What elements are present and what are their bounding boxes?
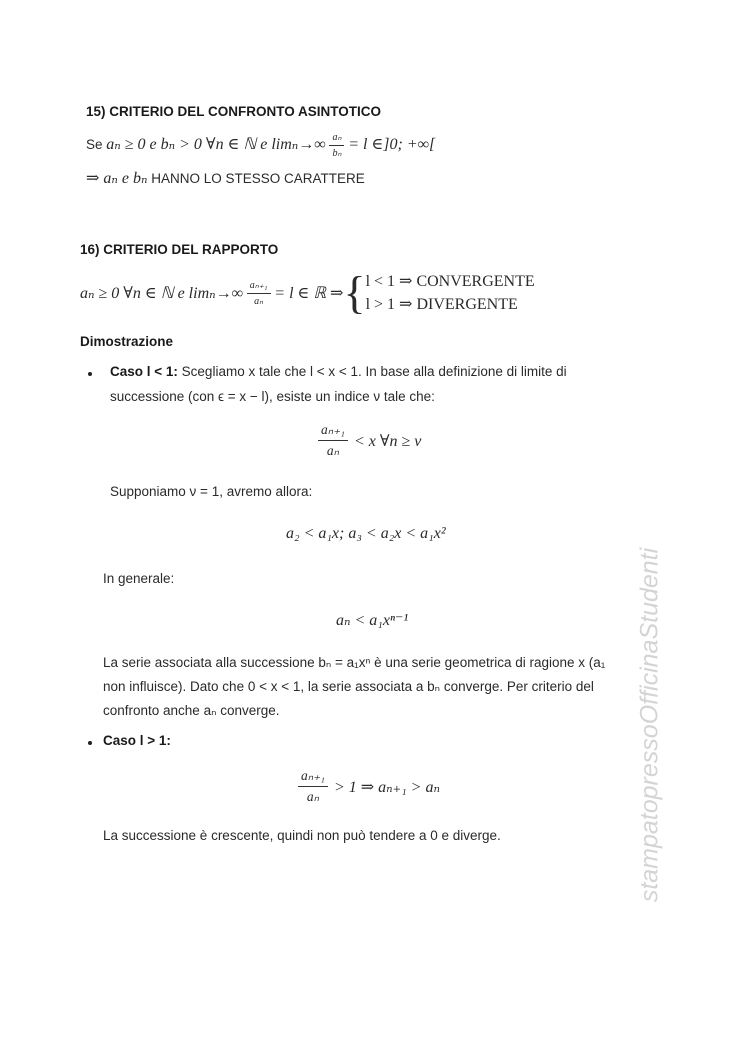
fraction-denominator: aₙ <box>254 295 264 307</box>
paragraph-line-3: confronto anche aₙ converge. <box>103 703 280 718</box>
equation-increasing <box>298 768 440 805</box>
proof-heading: Dimostrazione <box>80 334 174 349</box>
case-1-line-1 <box>110 364 567 379</box>
formula-lead: aₙ ≥ 0 ∀n ∈ ℕ e limₙ→∞ <box>80 285 244 302</box>
conclusion-text: La successione è crescente, quindi non può tendere a 0 e diverge. <box>103 828 501 843</box>
case-2-label-text: Caso l > 1: <box>103 733 171 748</box>
conclusion-text: HANNO LO STESSO CARATTERE <box>151 171 365 186</box>
condition-math: aₙ ≥ 0 e bₙ > 0 ∀n ∈ ℕ e limₙ→∞ <box>106 136 326 154</box>
section-15-condition <box>86 132 435 159</box>
bullet-icon <box>88 372 92 376</box>
equation-general: aₙ < a₁xⁿ⁻¹ <box>336 612 409 629</box>
cases <box>366 270 535 316</box>
ratio-fraction <box>298 768 328 805</box>
fraction-numerator: aₙ₊₁ <box>247 280 271 294</box>
paragraph-line-1: La serie associata alla successione bₙ = a₁xⁿ è una serie geometrica di ragione x (a₁ <box>103 655 606 670</box>
ratio-fraction <box>318 422 348 459</box>
condition-prefix: Se <box>86 137 103 153</box>
conclusion-math: ⇒ aₙ e bₙ <box>86 170 148 187</box>
ratio-test-formula <box>80 267 535 318</box>
fraction-numerator: aₙ₊₁ <box>318 422 348 441</box>
in-generale-text: In generale: <box>103 571 175 586</box>
formula-tail: = l ∈ ℝ ⇒ <box>274 285 344 302</box>
case-1-text: Scegliamo x tale che l < x < 1. In base alla definizione di limite di <box>181 364 567 379</box>
section-16-title: 16) CRITERIO DEL RAPPORTO <box>80 242 279 257</box>
case-2-label <box>103 733 171 748</box>
section-15-conclusion <box>86 168 365 188</box>
condition-tail: = l ∈]0; +∞[ <box>348 136 436 154</box>
paragraph-line-2: non influisce). Dato che 0 < x < 1, la serie associata a bₙ converge. Per criterio del <box>103 679 594 694</box>
equation-recurrence: a₂ < a₁x; a₃ < a₂x < a₁x² <box>286 525 446 542</box>
case-1-label: Caso l < 1: <box>110 364 178 379</box>
case-1-line-2: successione (con ϵ = x − l), esiste un indice ν tale che: <box>110 389 435 404</box>
limit-fraction <box>329 132 344 159</box>
equation-tail: < x ∀n ≥ ν <box>353 432 422 450</box>
case-convergent: l < 1 ⇒ CONVERGENTE <box>365 273 535 290</box>
watermark: stampatopressoOfficinaStudenti <box>635 547 664 903</box>
fraction-numerator: aₙ₊₁ <box>298 768 328 787</box>
ratio-fraction <box>247 280 271 307</box>
fraction-denominator: aₙ <box>326 443 340 458</box>
section-15-title: 15) CRITERIO DEL CONFRONTO ASINTOTICO <box>86 104 382 119</box>
equation-ratio-bound <box>318 422 421 459</box>
fraction-denominator: bₙ <box>332 148 342 159</box>
brace-symbol: { <box>343 267 366 318</box>
suppose-text: Supponiamo ν = 1, avremo allora: <box>110 484 313 499</box>
bullet-icon <box>88 741 92 745</box>
case-divergent: l > 1 ⇒ DIVERGENTE <box>365 296 518 313</box>
equation-tail: > 1 ⇒ aₙ₊₁ > aₙ <box>333 778 440 796</box>
fraction-denominator: aₙ <box>306 789 320 804</box>
fraction-numerator: aₙ <box>329 132 344 146</box>
